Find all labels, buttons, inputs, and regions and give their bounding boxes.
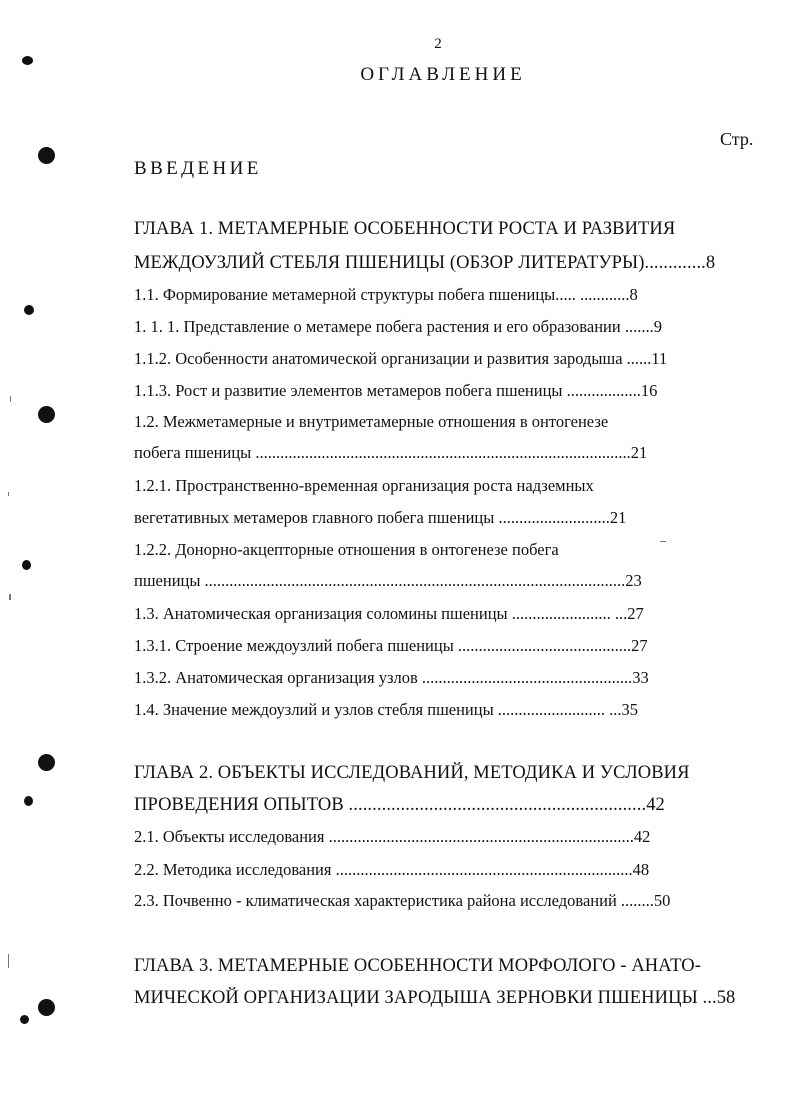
binder-hole-mark [38,754,55,771]
page-number: 2 [434,36,442,52]
toc-entry: 2.3. Почвенно - климатическая характеристика района исследований ........50 [134,891,671,910]
binder-hole-mark [24,305,34,315]
toc-chapter-heading: ПРОВЕДЕНИЯ ОПЫТОВ ...............................................................42 [134,795,665,815]
toc-entry: 1.1.3. Рост и развитие элементов метамеров побега пшеницы ..................16 [134,381,658,400]
binder-hole-mark [24,796,33,806]
document-title: ОГЛАВЛЕНИЕ [360,64,526,85]
toc-entry: 2.1. Объекты исследования ..........................................................................42 [134,827,651,846]
toc-chapter-heading: ГЛАВА 3. МЕТАМЕРНЫЕ ОСОБЕННОСТИ МОРФОЛОГО - АНАТО- [134,956,701,976]
toc-chapter-heading: МЕЖДОУЗЛИЙ СТЕБЛЯ ПШЕНИЦЫ (ОБЗОР ЛИТЕРАТУРЫ).............8 [134,253,716,273]
toc-entry: вегетативных метамеров главного побега пшеницы ...........................21 [134,508,627,527]
binder-hole-mark [38,406,55,423]
toc-entry: 1.3. Анатомическая организация соломины пшеницы ........................ ...27 [134,604,644,623]
toc-entry: пшеницы ......................................................................................................23 [134,571,642,590]
toc-entry: 1. 1. 1. Представление о метамере побега растения и его образовании .......9 [134,317,662,336]
introduction-heading: ВВЕДЕНИЕ [134,158,262,179]
toc-chapter-heading: ГЛАВА 2. ОБЪЕКТЫ ИССЛЕДОВАНИЙ, МЕТОДИКА И УСЛОВИЯ [134,763,690,783]
toc-entry: 1.2. Межметамерные и внутриметамерные отношения в онтогенезе [134,412,609,431]
toc-entry: 1.3.1. Строение междоузлий побега пшеницы ..........................................27 [134,636,648,655]
toc-entry: побега пшеницы ...........................................................................................21 [134,443,648,462]
binder-hole-mark [20,1015,29,1024]
binder-hole-mark [38,999,55,1016]
page-column-label: Стр. [720,129,754,149]
toc-chapter-heading: МИЧЕСКОЙ ОРГАНИЗАЦИИ ЗАРОДЫША ЗЕРНОВКИ ПШЕНИЦЫ ...58 [134,988,736,1008]
toc-chapter-heading: ГЛАВА 1. МЕТАМЕРНЫЕ ОСОБЕННОСТИ РОСТА И РАЗВИТИЯ [134,219,676,239]
toc-entry: 2.2. Методика исследования ........................................................................48 [134,860,650,879]
binder-hole-mark [38,147,55,164]
scan-speck [9,594,11,600]
toc-entry: 1.2.1. Пространственно-временная организация роста надземных [134,476,594,495]
scan-speck [8,492,9,496]
toc-entry: 1.2.2. Донорно-акцепторные отношения в онтогенезе побега [134,540,559,559]
scan-speck [10,396,11,402]
toc-entry: 1.1. Формирование метамерной структуры побега пшеницы..... ............8 [134,285,638,304]
binder-hole-mark [22,560,31,570]
toc-entry: 1.4. Значение междоузлий и узлов стебля пшеницы .......................... ...35 [134,700,639,719]
toc-entry: 1.3.2. Анатомическая организация узлов ...................................................33 [134,668,649,687]
scan-speck [8,954,9,968]
toc-entry: 1.1.2. Особенности анатомической организации и развития зародыша ......11 [134,349,668,368]
